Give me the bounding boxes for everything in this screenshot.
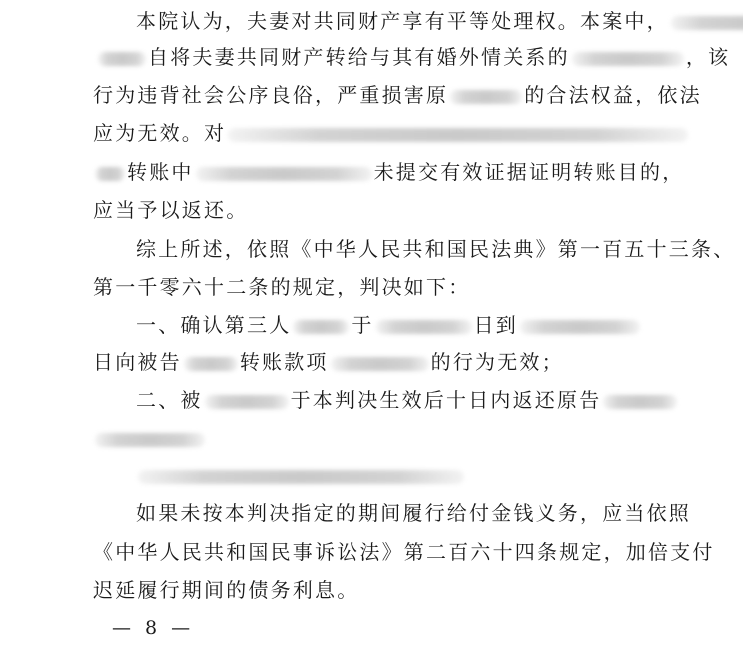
text-line-7 bbox=[136, 232, 735, 266]
text-segment: 综上所述，依照《中华人民共和国民法典》第一百五十三条、 bbox=[136, 237, 736, 261]
text-segment: 迟延履行期间的债务利息。 bbox=[93, 578, 360, 602]
text-line-15 bbox=[93, 535, 715, 569]
text-segment: 应当予以返还。 bbox=[93, 198, 249, 222]
redaction bbox=[98, 52, 146, 66]
redaction bbox=[603, 395, 677, 409]
text-line-6 bbox=[93, 193, 248, 227]
text-segment: 行为违背社会公序良俗，严重损害原 bbox=[93, 83, 449, 107]
text-segment: 第一千零六十二条的规定，判决如下： bbox=[93, 275, 471, 299]
text-segment: 转账中 bbox=[127, 160, 194, 184]
text-line-8 bbox=[93, 270, 470, 304]
text-line-2 bbox=[96, 40, 730, 74]
redaction bbox=[450, 90, 522, 104]
text-segment: 《中华人民共和国民事诉讼法》第二百六十四条规定，加倍支付 bbox=[93, 540, 715, 564]
redaction bbox=[520, 320, 640, 334]
text-segment: 本院认为，夫妻对共同财产享有平等处理权。本案中， bbox=[136, 9, 669, 33]
page-number: — 8 — bbox=[112, 617, 195, 639]
text-segment: 的合法权益，依法 bbox=[524, 83, 702, 107]
text-segment: 于 bbox=[351, 313, 374, 337]
text-line-12 bbox=[93, 421, 207, 455]
text-line-3 bbox=[93, 78, 702, 112]
text-segment: 自将夫妻共同财产转给与其有婚外情关系的 bbox=[148, 45, 570, 69]
text-line-13 bbox=[136, 458, 466, 492]
redaction bbox=[196, 167, 372, 181]
text-segment: 如果未按本判决指定的期间履行给付金钱义务，应当依照 bbox=[136, 501, 691, 525]
text-segment: 于本判决生效后十日内返还原告 bbox=[290, 388, 602, 412]
redaction bbox=[293, 320, 349, 334]
text-segment: 未提交有效证据证明转账目的， bbox=[373, 160, 685, 184]
text-segment: 的行为无效； bbox=[430, 350, 564, 374]
redaction bbox=[376, 320, 472, 334]
text-line-9 bbox=[136, 308, 642, 342]
text-line-16 bbox=[93, 573, 359, 607]
text-segment: 转账款项 bbox=[239, 350, 329, 374]
text-segment: 日到 bbox=[473, 313, 519, 337]
text-segment: 应为无效。对 bbox=[93, 121, 227, 145]
redaction bbox=[331, 357, 429, 371]
redaction bbox=[572, 52, 684, 66]
text-segment: 一、确认第三人 bbox=[136, 313, 292, 337]
redaction bbox=[205, 395, 289, 409]
text-line-1 bbox=[136, 4, 743, 38]
redaction bbox=[671, 16, 743, 30]
text-segment: ，该 bbox=[685, 45, 731, 69]
redaction bbox=[138, 470, 464, 484]
text-line-5 bbox=[93, 155, 684, 189]
redaction bbox=[184, 357, 238, 371]
text-segment: 二、被 bbox=[136, 388, 203, 412]
redaction bbox=[95, 433, 205, 447]
text-line-11 bbox=[136, 383, 679, 417]
text-segment: 日向被告 bbox=[93, 350, 182, 374]
redaction bbox=[228, 128, 688, 142]
text-line-14 bbox=[136, 496, 691, 530]
redaction bbox=[95, 167, 125, 181]
text-line-4 bbox=[93, 116, 690, 150]
text-line-10 bbox=[93, 345, 564, 379]
